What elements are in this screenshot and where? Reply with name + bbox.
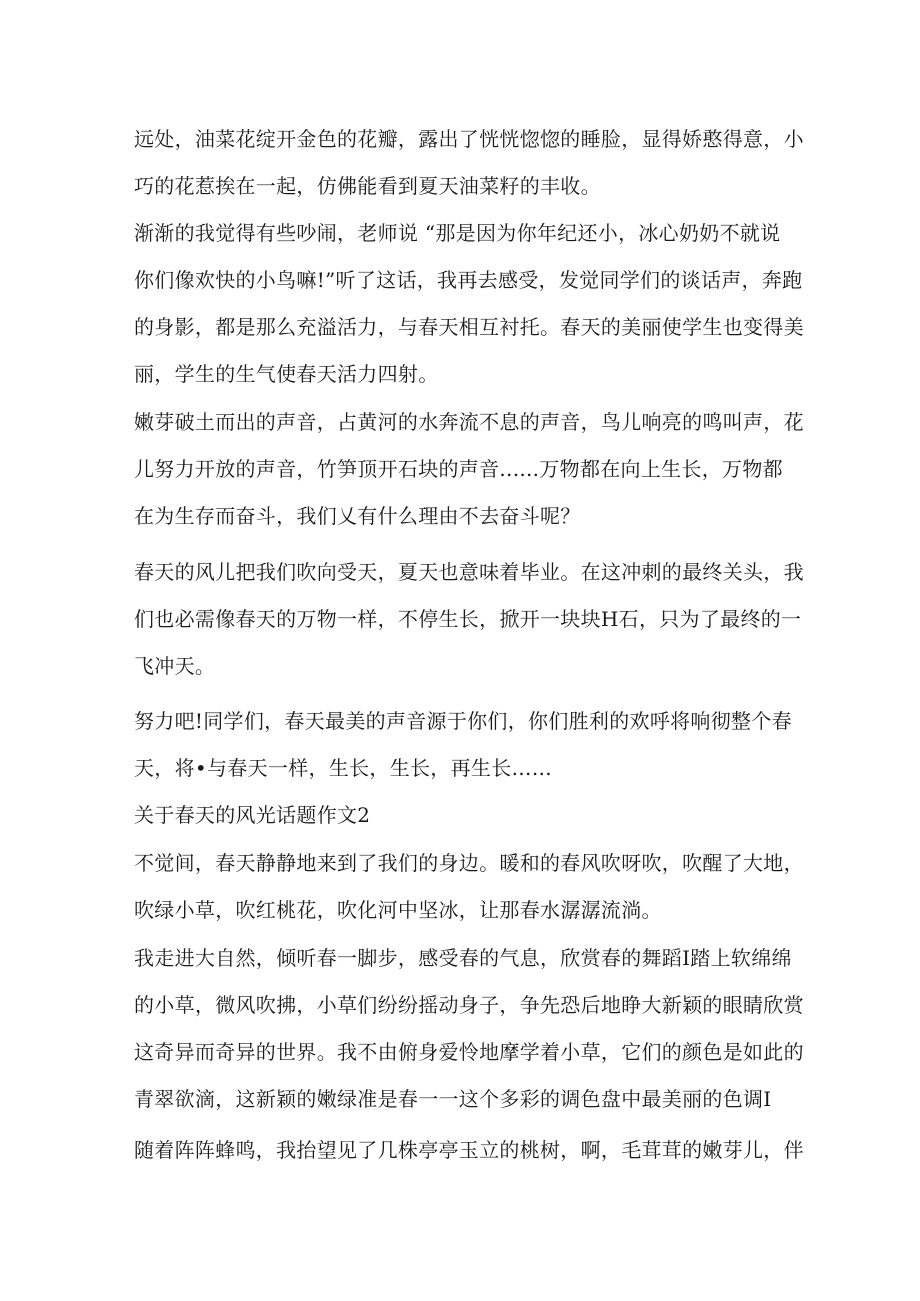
text-line: 的身影，都是那么充溢活力，与春天相互衬托。春天的美丽使学生也变得美 [134, 315, 804, 339]
section-heading: 关于春天的风光话题作文2 [134, 803, 371, 827]
text-line: 儿努力开放的声音，竹笋顶开石块的声音......万物都在向上生长，万物都 [134, 457, 783, 481]
text-line: 你们像欢快的小鸟嘛!”听了这话，我再去感受，发觉同学们的谈话声，奔跑 [134, 268, 803, 292]
text-line: 随着阵阵蜂鸣，我抬望见了几株亭亭玉立的桃树，啊，毛茸茸的嫩芽儿，伴 [134, 1138, 804, 1162]
text-line: 们也必需像春天的万物一样，不停生长，掀开一块块H石，只为了最终的一 [134, 607, 802, 631]
text-line: 天，将•与春天一样，生长，生长，再生长…… [134, 756, 553, 780]
text-line: 这奇异而奇异的世界。我不由俯身爱怜地摩学着小草，它们的颜色是如此的 [134, 1040, 804, 1064]
text-line: 不觉间，春天静静地来到了我们的身边。暖和的春风吹呀吹，吹醒了大地， [134, 851, 804, 875]
text-line: 的小草，微风吹拂，小草们纷纷摇动身子，争先恐后地睁大新颖的眼睛欣赏 [134, 993, 804, 1017]
text-line: 吹绿小草，吹红桃花，吹化河中坚冰，让那春水潺潺流淌。 [134, 898, 662, 922]
text-line: 嫩芽破土而出的声音，占黄河的水奔流不息的声音，鸟儿响亮的鸣叫声，花 [134, 410, 804, 434]
text-line: 丽，学生的生气使春天活力四射。 [134, 362, 439, 386]
text-line: 远处，油菜花绽开金色的花瓣，露出了恍恍惚惚的睡脸，显得娇憨得意，小 [134, 127, 804, 151]
text-line: 春天的风儿把我们吹向受天，夏天也意味着毕业。在这冲刺的最终关头，我 [134, 560, 804, 584]
text-line: 巧的花惹挨在一起，仿佛能看到夏天油菜籽的丰收。 [134, 174, 601, 198]
text-line: 渐渐的我觉得有些吵闹，老师说 “那是因为你年纪还小，冰心奶奶不就说 [134, 221, 781, 245]
text-line: 在为生存而奋斗，我们乂有什么理由不去奋斗呢？ [134, 504, 581, 528]
text-line: 我走进大自然，倾听春一脚步，感受春的气息，欣赏春的舞蹈I踏上软绵绵 [134, 946, 792, 970]
text-line: 努力吧!同学们，春天最美的声音源于你们，你们胜利的欢呼将响彻整个春 [134, 709, 792, 733]
text-line: 飞冲天。 [134, 654, 216, 678]
text-line: 青翠欲滴，这新颖的嫩绿准是春一一这个多彩的调色盘中最美丽的色调I [134, 1087, 772, 1111]
